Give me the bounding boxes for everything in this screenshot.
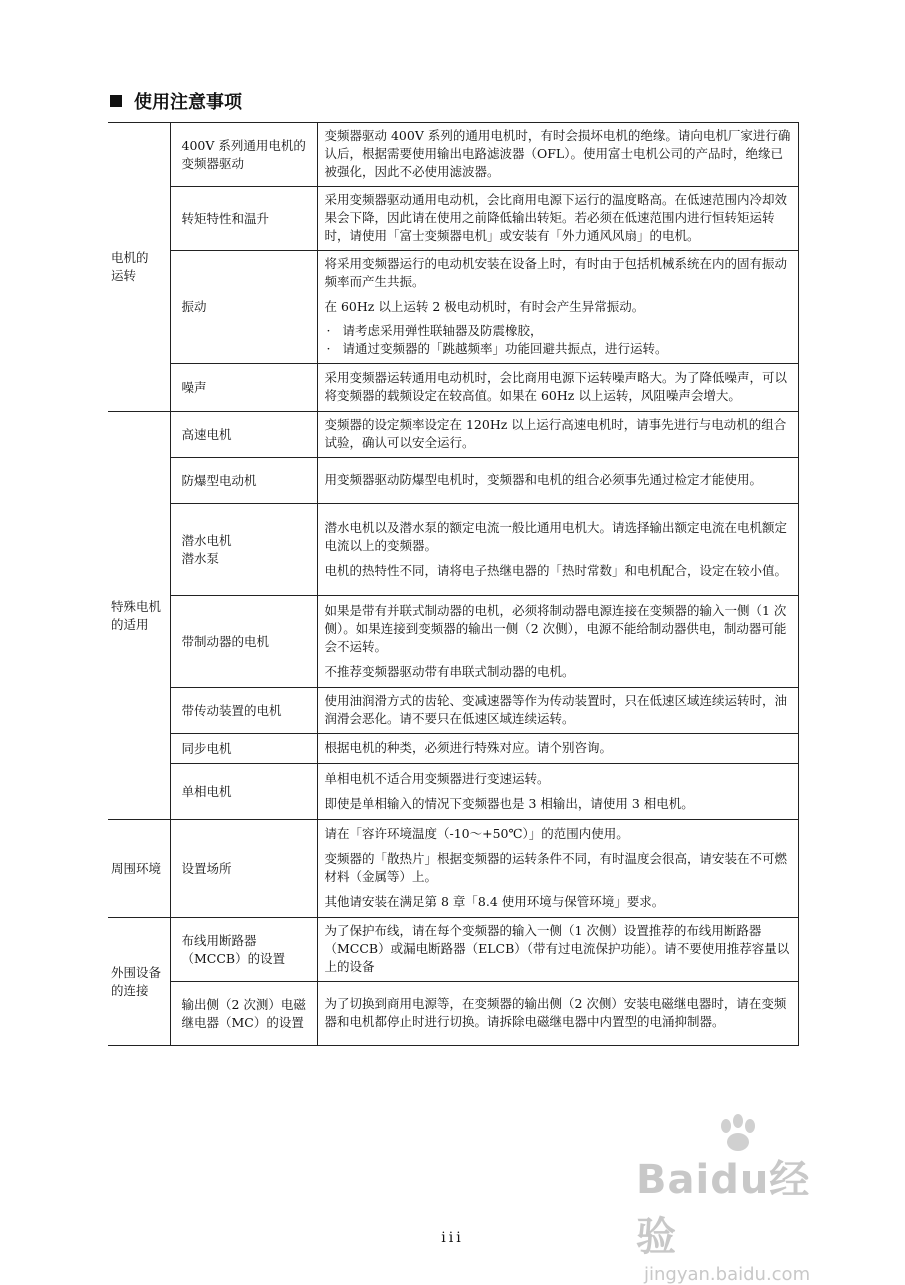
item-label: 同步电机 (170, 734, 317, 764)
item-label: 带传动装置的电机 (170, 688, 317, 734)
category-motor-run: 电机的 运转 (108, 123, 170, 412)
item-description: 潜水电机以及潜水泵的额定电流一般比通用电机大。请选择输出额定电流在电机额定电流以上的变频器。 电机的热特性不同，请将电子热继电器的「热时常数」和电机配合，设定在较小值。 (317, 504, 798, 596)
item-label: 带制动器的电机 (170, 596, 317, 688)
item-label: 400V 系列通用电机的变频器驱动 (170, 123, 317, 187)
square-bullet-icon (110, 95, 122, 107)
item-label: 布线用断路器（MCCB）的设置 (170, 918, 317, 982)
category-special-motor: 特殊电机 的适用 (108, 412, 170, 820)
item-description: 变频器的设定频率设定在 120Hz 以上运行高速电机时，请事先进行与电动机的组合试验，确认可以安全运行。 (317, 412, 798, 458)
item-description: 为了保护布线，请在每个变频器的输入一侧（1 次侧）设置推荐的布线用断路器（MCCB）或漏电断路器（ELCB）（带有过电流保护功能）。请不要使用推荐容量以上的设备 (317, 918, 798, 982)
paw-icon (716, 1114, 762, 1154)
watermark-url: jingyan.baidu.com (644, 1264, 811, 1285)
page-title (110, 88, 242, 114)
bullet-list (325, 322, 792, 358)
category-peripheral: 外围设备 的连接 (108, 918, 170, 1046)
item-label: 潜水电机 潜水泵 (170, 504, 317, 596)
page-title-text: 使用注意事项 (134, 92, 242, 113)
item-description: 变频器驱动 400V 系列的通用电机时，有时会损坏电机的绝缘。请向电机厂家进行确认后，根据需要使用输出电路滤波器（OFL）。使用富士电机公司的产品时，绝缘已被强化，因此不必使用滤波器。 (317, 123, 798, 187)
item-label: 防爆型电动机 (170, 458, 317, 504)
item-description: 用变频器驱动防爆型电机时，变频器和电机的组合必须事先通过检定才能使用。 (317, 458, 798, 504)
item-label: 噪声 (170, 364, 317, 412)
item-description: 单相电机不适合用变频器进行变速运转。 即使是单相输入的情况下变频器也是 3 相输出，请使用 3 相电机。 (317, 764, 798, 820)
item-description: 采用变频器驱动通用电动机，会比商用电源下运行的温度略高。在低速范围内冷却效果会下降，因此请在使用之前降低输出转矩。若必须在低速范围内进行恒转矩运转时，请使用「富士变频器电机」或安装有「外力通风风扇」的电机。 (317, 187, 798, 251)
item-label: 高速电机 (170, 412, 317, 458)
item-description: 使用油润滑方式的齿轮、变减速器等作为传动装置时，只在低速区域连续运转时，油润滑会恶化。请不要只在低速区域连续运转。 (317, 688, 798, 734)
precautions-table (108, 122, 799, 1046)
item-description: 将采用变频器运行的电动机安装在设备上时，有时由于包括机械系统在内的固有振动频率而产生共振。 在 60Hz 以上运转 2 极电动机时，有时会产生异常振动。 · 请考虑采用弹性联轴器及防震橡胶， · 请通过变频器的「跳越频率」功能回避共振点，进行运转。 (317, 251, 798, 364)
page-number: iii (441, 1230, 464, 1246)
item-label: 输出侧（2 次测）电磁继电器（MC）的设置 (170, 982, 317, 1046)
item-description: 为了切换到商用电源等，在变频器的输出侧（2 次侧）安装电磁继电器时，请在变频器和电机都停止时进行切换。请拆除电磁继电器中内置型的电涌抑制器。 (317, 982, 798, 1046)
category-environment: 周围环境 (108, 820, 170, 918)
item-label: 单相电机 (170, 764, 317, 820)
list-item: · 请考虑采用弹性联轴器及防震橡胶， (325, 322, 792, 340)
item-label: 振动 (170, 251, 317, 364)
watermark-logo: Baidu经验 (636, 1157, 811, 1260)
item-description: 如果是带有并联式制动器的电机，必须将制动器电源连接在变频器的输入一侧（1 次侧）。如果连接到变频器的输出一侧（2 次侧），电源不能给制动器供电，制动器可能会不运转。 不推荐变频器驱动带有串联式制动器的电机。 (317, 596, 798, 688)
item-label: 转矩特性和温升 (170, 187, 317, 251)
item-label: 设置场所 (170, 820, 317, 918)
item-description: 请在「容许环境温度（-10～+50℃）」的范围内使用。 变频器的「散热片」根据变频器的运转条件不同，有时温度会很高，请安装在不可燃材料（金属等）上。 其他请安装在满足第 8 章「8.4 使用环境与保管环境」要求。 (317, 820, 798, 918)
item-description: 根据电机的种类，必须进行特殊对应。请个别咨询。 (317, 734, 798, 764)
item-description: 采用变频器运转通用电动机时，会比商用电源下运转噪声略大。为了降低噪声，可以将变频器的载频设定在较高值。如果在 60Hz 以上运转，风阻噪声会增大。 (317, 364, 798, 412)
list-item: · 请通过变频器的「跳越频率」功能回避共振点，进行运转。 (325, 340, 792, 358)
